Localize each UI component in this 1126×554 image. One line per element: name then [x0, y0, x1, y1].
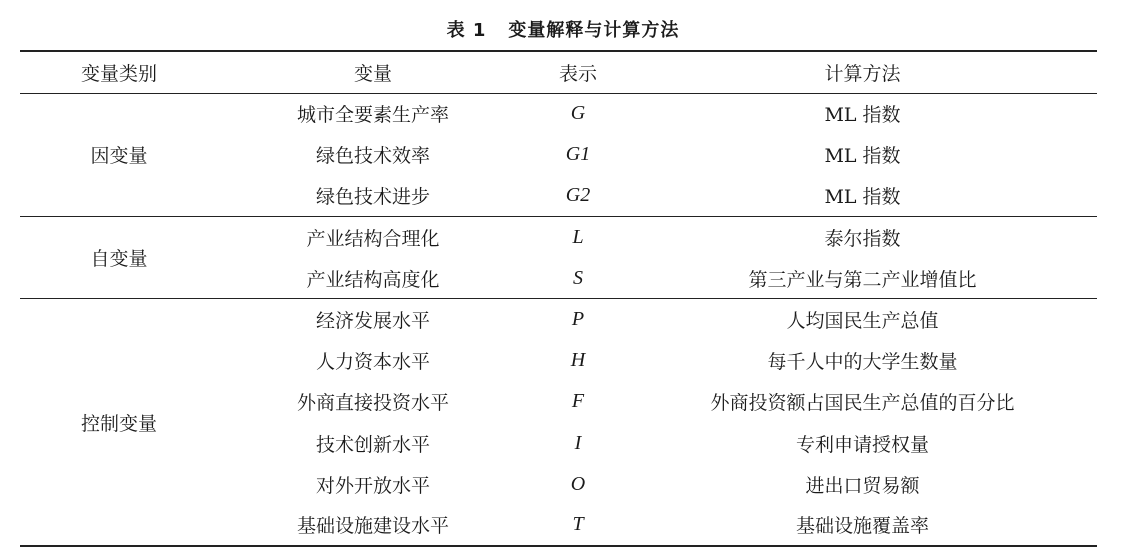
category-cell: 控制变量 — [80, 412, 157, 435]
method-cell: 专利申请授权量 — [795, 433, 929, 456]
variable-cell: 产业结构合理化 — [306, 227, 440, 250]
symbol-cell: G2 — [565, 184, 591, 207]
variable-cell: 基础设施建设水平 — [296, 515, 449, 538]
variable-cell: 对外开放水平 — [315, 474, 430, 497]
category-cell: 因变量 — [90, 145, 148, 168]
group-control — [20, 299, 1097, 546]
method-cell: 第三产业与第二产业增值比 — [748, 268, 977, 291]
variable-cell: 外商直接投资水平 — [296, 392, 449, 415]
group-independent — [20, 217, 1097, 299]
table-header — [20, 51, 1097, 93]
symbol-cell: L — [572, 225, 584, 248]
variable-cell: 人力资本水平 — [315, 351, 430, 374]
method-cell: 每千人中的大学生数量 — [767, 351, 958, 374]
header-symbol: 表示 — [558, 62, 597, 85]
variable-cell: 城市全要素生产率 — [296, 104, 449, 127]
table-number: 表 1 — [446, 20, 487, 41]
table-title: 变量解释与计算方法 — [508, 20, 680, 41]
group-dependent — [20, 93, 1097, 217]
category-cell: 自变量 — [90, 248, 148, 271]
symbol-cell: P — [571, 308, 585, 331]
table-row — [20, 299, 1097, 340]
symbol-cell: F — [571, 390, 585, 413]
symbol-cell: G1 — [565, 143, 591, 166]
variable-cell: 产业结构高度化 — [306, 268, 440, 291]
variable-table — [20, 50, 1097, 547]
variable-cell: 经济发展水平 — [315, 310, 430, 333]
method-cell: 外商投资额占国民生产总值的百分比 — [710, 392, 1015, 415]
method-cell: ML 指数 — [824, 104, 901, 127]
symbol-cell: I — [574, 431, 582, 454]
symbol-cell: S — [573, 266, 583, 289]
header-category: 变量类别 — [80, 62, 157, 85]
method-cell: 进出口贸易额 — [805, 474, 920, 497]
symbol-cell: H — [570, 349, 586, 372]
variable-cell: 绿色技术进步 — [315, 186, 430, 209]
header-variable: 变量 — [353, 62, 392, 85]
method-cell: 人均国民生产总值 — [786, 310, 939, 333]
table-row — [20, 93, 1097, 134]
variable-cell: 绿色技术效率 — [315, 145, 430, 168]
symbol-cell: O — [570, 472, 586, 495]
symbol-cell: G — [570, 102, 586, 125]
header-row — [20, 51, 1097, 93]
method-cell: ML 指数 — [824, 186, 901, 209]
symbol-cell: T — [572, 513, 584, 536]
table-row — [20, 217, 1097, 258]
variable-cell: 技术创新水平 — [315, 433, 430, 456]
header-method: 计算方法 — [824, 62, 901, 85]
method-cell: 泰尔指数 — [824, 227, 901, 250]
method-cell: 基础设施覆盖率 — [795, 515, 929, 538]
table-caption — [0, 16, 1126, 42]
method-cell: ML 指数 — [824, 145, 901, 168]
